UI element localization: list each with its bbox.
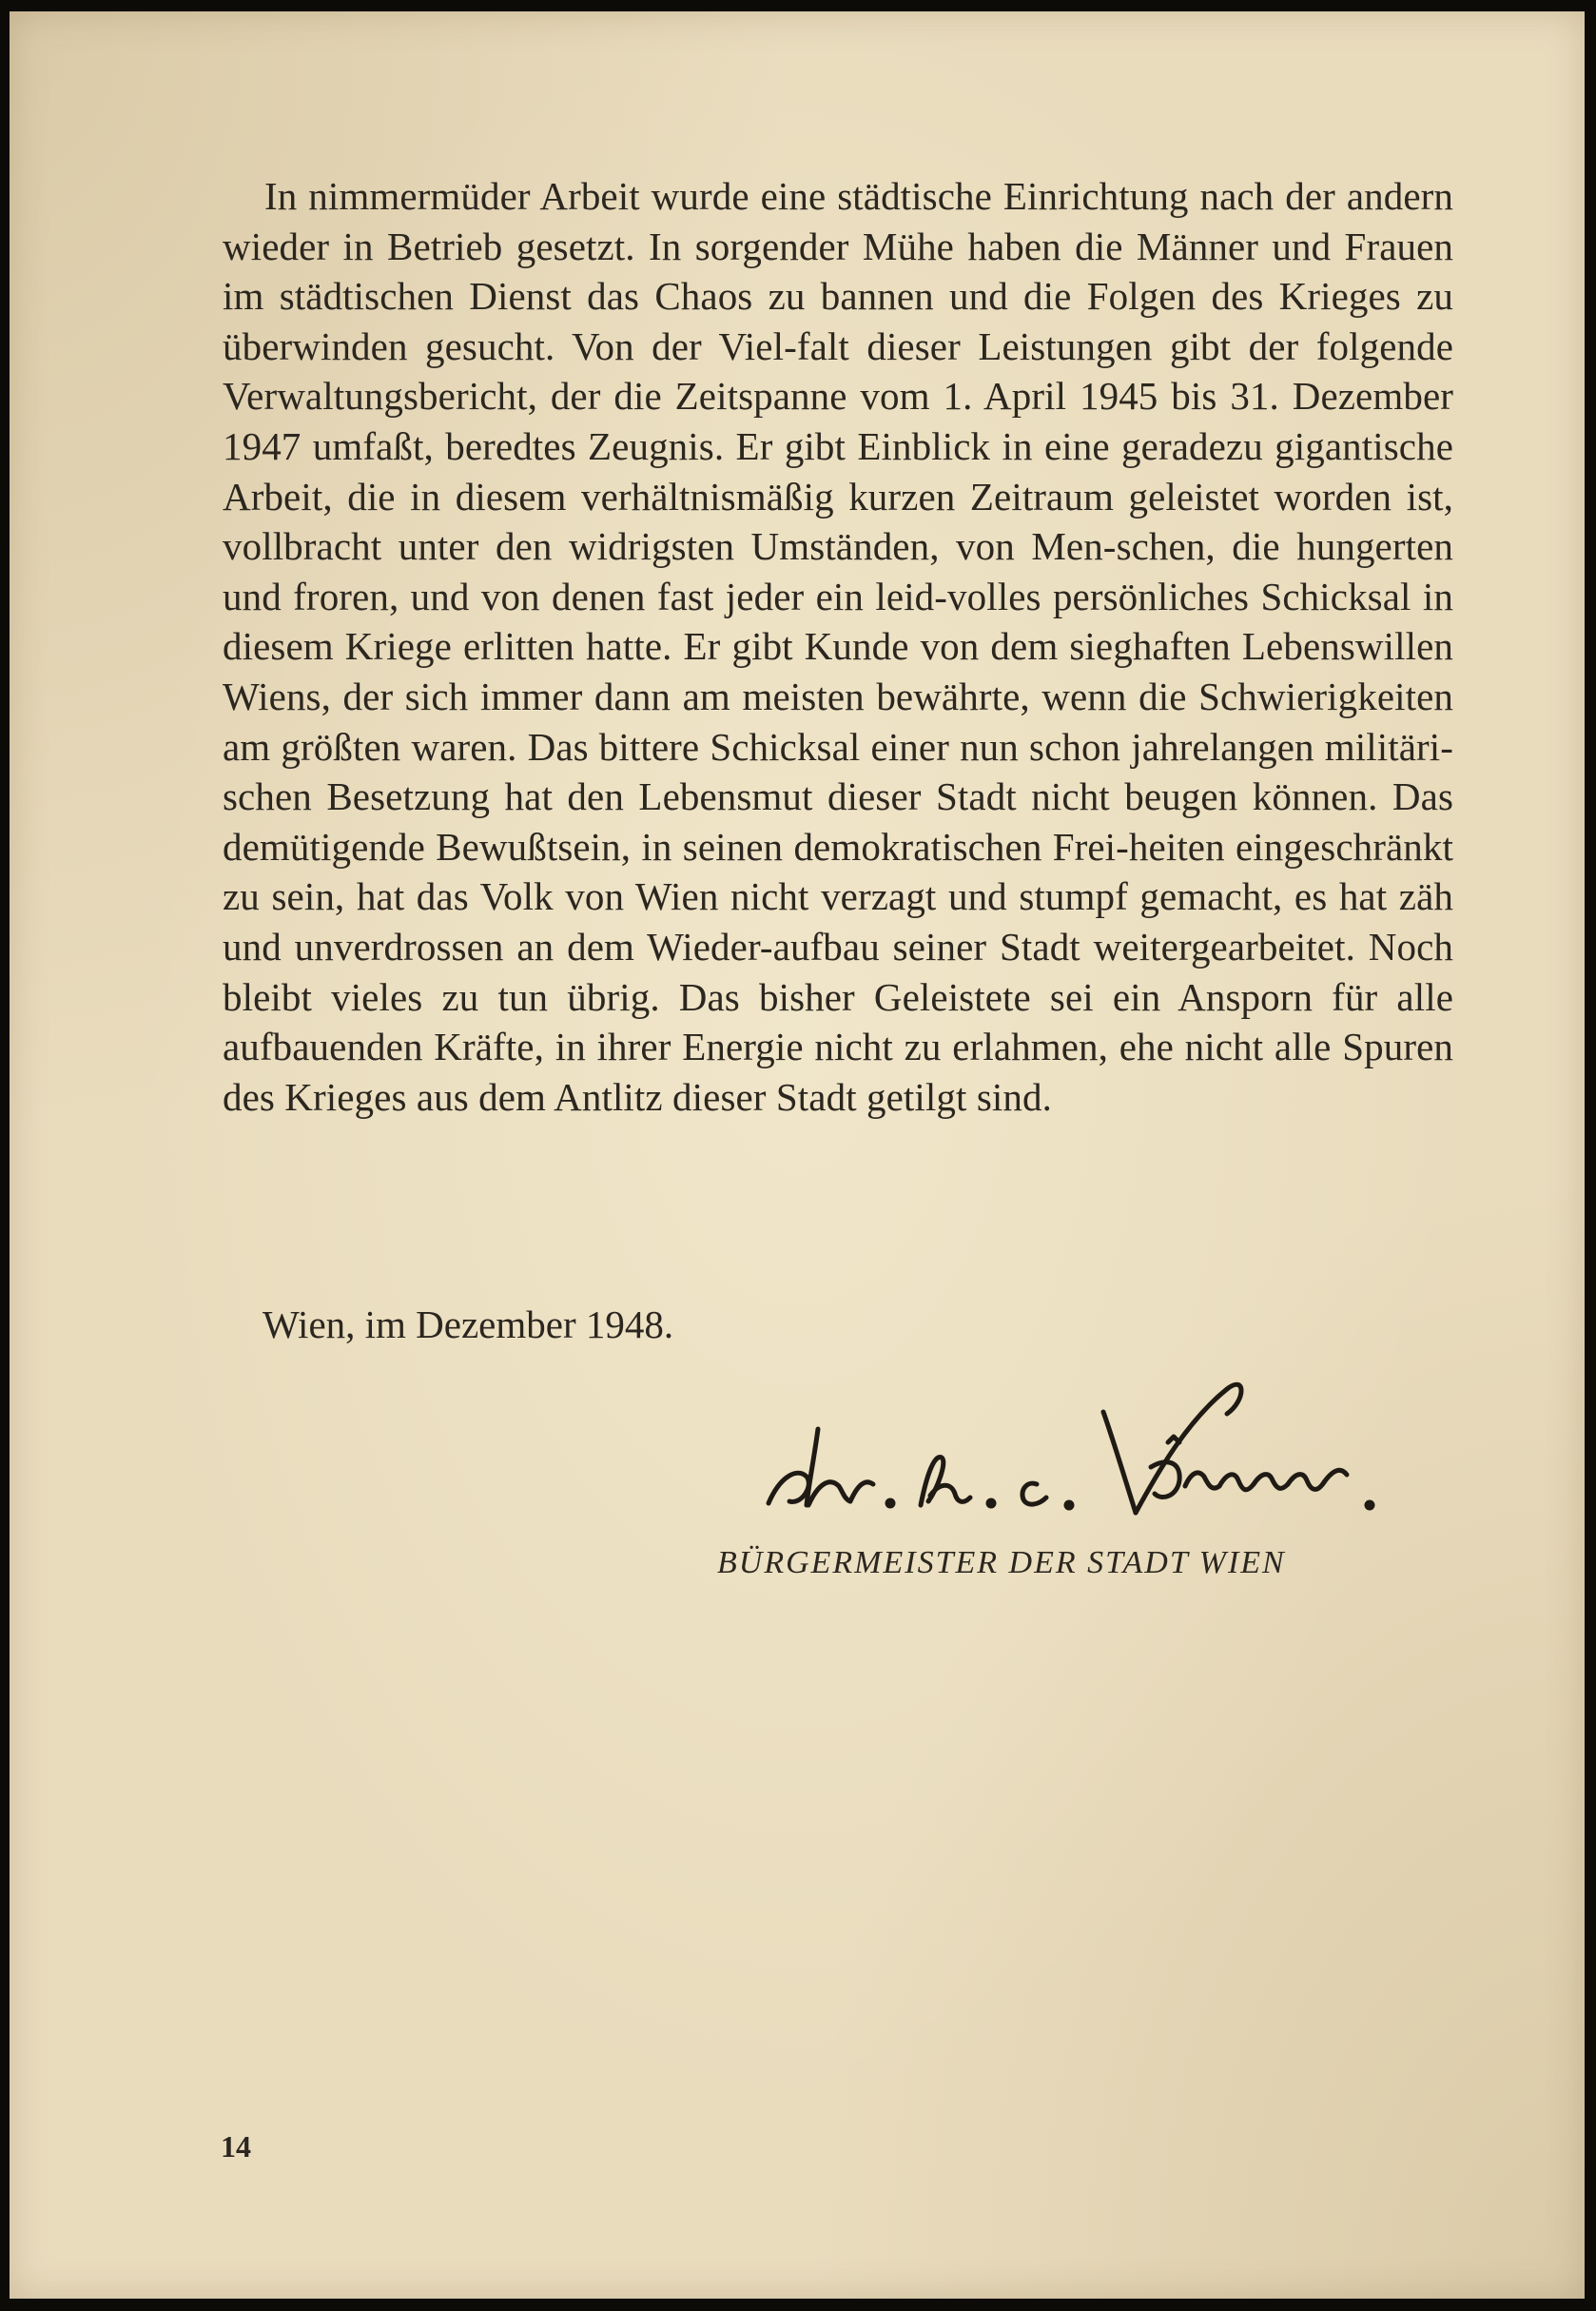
dateline: Wien, im Dezember 1948. xyxy=(263,1302,674,1346)
body-paragraph: In nimmermüder Arbeit wurde eine städtische Einrichtung nach der andern wieder in Betrieb gesetzt. In sorgender Mühe haben die Männer und Frauen im städtischen Dienst das Chaos zu bannen und die Folgen des Krieges zu überwinden gesucht. Von der Viel-falt dieser Leistungen gibt der folgende Verwaltungsbericht, der die Zeitspanne vom 1. April 1945 bis 31. Dezember 1947 umfaßt, beredtes Zeugnis. Er gibt Einblick in eine geradezu gigantische Arbeit, die in diesem verhältnismäßig kurzen Zeitraum geleistet worden ist, vollbracht unter den widrigsten Umständen, von Men-schen, die hungerten und froren, und von denen fast jeder ein leid-volles persönliches Schicksal in diesem Kriege erlitten hatte. Er gibt Kunde von dem sieghaften Lebenswillen Wiens, der sich immer dann am meisten bewährte, wenn die Schwierigkeiten am größten waren. Das bittere Schicksal einer nun schon jahrelangen militäri-schen Besetzung hat den Lebensmut dieser Stadt nicht beugen können. Das demütigende Bewußtsein, in seinen demokratischen Frei-heiten eingeschränkt zu sein, hat das Volk von Wien nicht verzagt und stumpf gemacht, es hat zäh und unverdrossen an dem Wieder-aufbau seiner Stadt weitergearbeitet. Noch bleibt vieles zu tun übrig. Das bisher Geleistete sei ein Ansporn für alle aufbauenden Kräfte, in ihrer Energie nicht zu erlahmen, ehe nicht alle Spuren des Krieges aus dem Antlitz dieser Stadt getilgt sind. xyxy=(223,174,1453,1119)
document-page xyxy=(10,11,1585,2299)
signatory-title: BÜRGERMEISTER DER STADT WIEN xyxy=(717,1545,1286,1580)
handwritten-signature xyxy=(751,1362,1398,1534)
page-number: 14 xyxy=(221,2129,251,2164)
